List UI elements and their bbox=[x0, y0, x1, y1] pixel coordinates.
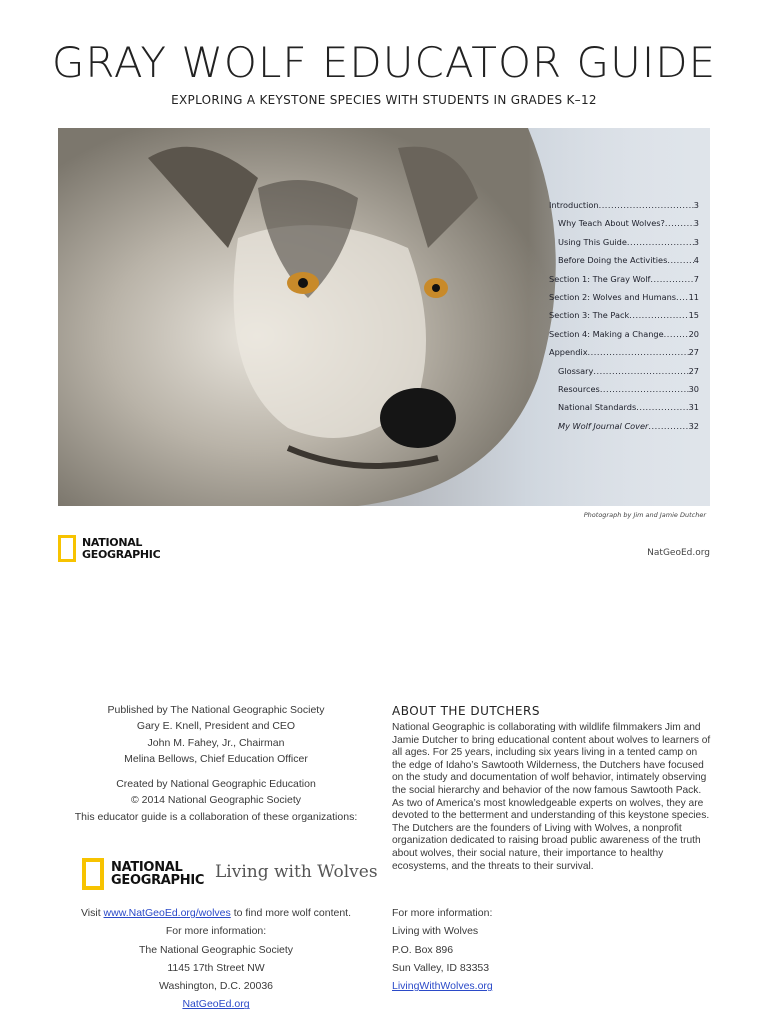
ng-yellow-border-icon bbox=[82, 858, 104, 890]
publisher-line: Created by National Geographic Education bbox=[116, 778, 316, 791]
toc-entry[interactable] bbox=[549, 233, 699, 251]
contact-line: 1145 17th Street NW bbox=[167, 961, 265, 974]
ng-contact bbox=[60, 904, 372, 1014]
page-subtitle: EXPLORING A KEYSTONE SPECIES WITH STUDENTS IN GRADES K–12 bbox=[171, 93, 597, 107]
toc-entry-page: 3 bbox=[693, 200, 699, 210]
toc-entry[interactable] bbox=[549, 343, 699, 361]
toc-leader-dots bbox=[664, 325, 689, 343]
toc-entry[interactable] bbox=[549, 270, 699, 288]
publisher-info bbox=[60, 702, 372, 825]
toc-leader-dots bbox=[636, 398, 688, 416]
toc-entry-page: 31 bbox=[688, 402, 699, 413]
toc-entry-label: Section 4: Making a Change bbox=[549, 328, 664, 339]
toc-leader-dots bbox=[599, 196, 694, 214]
toc-entry[interactable] bbox=[549, 325, 699, 343]
toc-entry[interactable] bbox=[549, 306, 699, 324]
photo-credit: Photograph by Jim and Jamie Dutcher bbox=[583, 511, 706, 519]
toc-entry-page: 3 bbox=[693, 236, 699, 247]
ng-logo-line1: NATIONAL bbox=[111, 859, 183, 875]
toc-entry-page: 4 bbox=[693, 255, 699, 266]
toc-entry-label: Section 2: Wolves and Humans bbox=[549, 292, 677, 303]
publisher-line: Published by The National Geographic Society bbox=[107, 704, 325, 716]
toc-entry[interactable] bbox=[549, 214, 699, 232]
publisher-line: This educator guide is a collaboration of these organizations: bbox=[74, 810, 358, 823]
toc-entry-label: Glossary bbox=[558, 365, 594, 376]
toc-leader-dots bbox=[629, 306, 688, 324]
contact-line: The National Geographic Society bbox=[138, 943, 294, 956]
toc-entry[interactable] bbox=[549, 380, 699, 398]
toc-entry[interactable] bbox=[549, 417, 699, 435]
about-heading: ABOUT THE DUTCHERS bbox=[392, 704, 540, 718]
toc-leader-dots bbox=[600, 380, 689, 398]
national-geographic-logo bbox=[58, 535, 160, 562]
living-with-wolves-logo: Living with Wolves bbox=[215, 862, 378, 882]
toc-leader-dots bbox=[676, 288, 689, 306]
natgeo-url: NatGeoEd.org bbox=[647, 548, 710, 558]
toc-entry-label: Section 3: The Pack bbox=[549, 310, 630, 321]
toc-entry-label: My Wolf Journal Cover bbox=[558, 420, 649, 431]
partner-logos bbox=[82, 855, 382, 895]
contact-line: Sun Valley, ID 83353 bbox=[392, 961, 490, 974]
contact-heading: For more information: bbox=[392, 907, 493, 919]
toc-entry-label: Resources bbox=[558, 384, 600, 395]
ng-logo-line1: NATIONAL bbox=[82, 536, 143, 550]
about-body: National Geographic is collaborating with wildlife filmmakers Jim and Jamie Dutcher to bring educational content about wolves to learners of all ages. For 25 years, including six years living in a tented camp on the edge of Idaho’s Sawtooth Wilderness, the Dutchers have focused on the study and documentation of wolf behavior, intimately observing the social hierarchy and behavior of the now famous Sawtooth Pack. As two of America’s most knowledgeable experts on wolves, they are devoted to the betterment and understanding of this keystone species. The Dutchers are the founders of Living with Wolves, a nonprofit organization dedicated to raising broad public awareness of the truth about wolves, their social nature, their importance to healthy ecosystems, and the threats to their survival. bbox=[392, 722, 711, 872]
toc-leader-dots bbox=[588, 343, 689, 361]
living-with-wolves-link[interactable]: LivingWithWolves.org bbox=[392, 980, 493, 993]
page-title: GRAY WOLF EDUCATOR GUIDE bbox=[51, 38, 717, 87]
toc-entry-page: 30 bbox=[688, 384, 699, 395]
national-geographic-logo-small bbox=[82, 858, 204, 890]
publisher-line: Gary E. Knell, President and CEO bbox=[136, 720, 296, 733]
lww-contact bbox=[392, 904, 692, 995]
toc-leader-dots bbox=[593, 362, 688, 380]
ng-logo-line2: GEOGRAPHIC bbox=[82, 547, 161, 561]
toc-entry[interactable] bbox=[549, 196, 699, 214]
publisher-line: John M. Fahey, Jr., Chairman bbox=[147, 736, 285, 749]
toc-entry-page: 27 bbox=[688, 365, 699, 376]
toc-leader-dots bbox=[650, 270, 693, 288]
toc-entry-label: Appendix bbox=[549, 347, 588, 358]
contact-line: P.O. Box 896 bbox=[392, 943, 454, 956]
contact-line: Living with Wolves bbox=[392, 925, 479, 938]
wolves-content-link[interactable]: www.NatGeoEd.org/wolves bbox=[103, 907, 231, 919]
toc-entry-label: Why Teach About Wolves? bbox=[558, 218, 665, 229]
toc-entry-page: 20 bbox=[688, 328, 699, 339]
contact-heading: For more information: bbox=[165, 925, 267, 938]
toc-leader-dots bbox=[648, 417, 688, 435]
toc-leader-dots bbox=[627, 233, 694, 251]
contact-line: Washington, D.C. 20036 bbox=[158, 980, 273, 993]
toc-entry-page: 32 bbox=[688, 420, 699, 431]
toc-entry-label: National Standards bbox=[558, 402, 637, 413]
toc-entry-label: Using This Guide bbox=[558, 236, 627, 247]
publisher-line: © 2014 National Geographic Society bbox=[130, 794, 301, 807]
toc-entry[interactable] bbox=[549, 251, 699, 269]
toc-entry-page: 7 bbox=[693, 273, 699, 284]
visit-line: Visit www.NatGeoEd.org/wolves to find more wolf content. bbox=[80, 907, 352, 919]
toc-entry-page: 11 bbox=[688, 292, 699, 303]
toc-entry[interactable] bbox=[549, 288, 699, 306]
toc-entry-label: Before Doing the Activities bbox=[558, 255, 668, 266]
toc-leader-dots bbox=[665, 214, 694, 232]
toc-entry[interactable] bbox=[549, 398, 699, 416]
natgeoed-link[interactable]: NatGeoEd.org bbox=[182, 998, 250, 1011]
toc-entry-label: Introduction bbox=[549, 200, 599, 210]
toc-leader-dots bbox=[667, 251, 693, 269]
table-of-contents bbox=[549, 196, 699, 435]
ng-yellow-border-icon bbox=[58, 535, 76, 562]
toc-entry-page: 15 bbox=[688, 310, 699, 321]
toc-entry[interactable] bbox=[549, 362, 699, 380]
toc-entry-page: 27 bbox=[688, 347, 699, 358]
cover-photo bbox=[58, 128, 710, 506]
publisher-line: Melina Bellows, Chief Education Officer bbox=[124, 752, 308, 765]
toc-entry-label: Section 1: The Gray Wolf bbox=[549, 273, 651, 284]
ng-logo-line2: GEOGRAPHIC bbox=[111, 873, 205, 888]
toc-entry-page: 3 bbox=[693, 218, 699, 229]
